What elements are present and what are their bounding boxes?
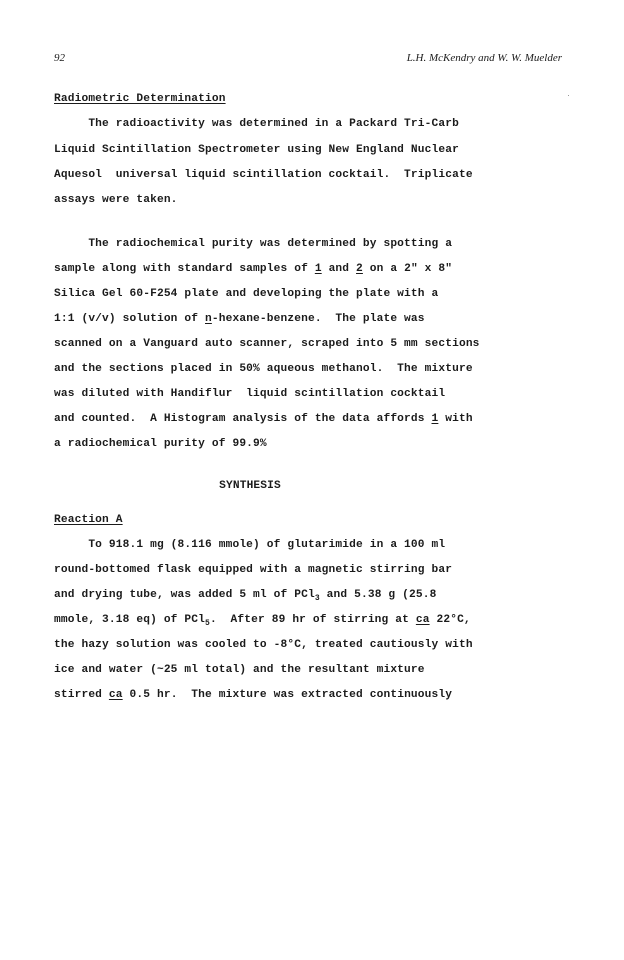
paragraph-line: mmole, 3.18 eq) of PCl$_5$. After 89 hr of stirring at ca 22°C, [54,614,471,628]
paragraph-line: The radioactivity was determined in a Packard Tri-Carb [54,118,459,130]
paragraph-line: and the sections placed in 50% aqueous methanol. The mixture [54,363,473,375]
paragraph-line: Silica Gel 60-F254 plate and developing the plate with a [54,288,439,300]
paragraph-line: a radiochemical purity of 99.9% [54,438,267,450]
paragraph-line: Liquid Scintillation Spectrometer using New England Nuclear [54,144,459,156]
section-heading-radiometric: Radiometric Determination [54,93,226,105]
paragraph-line: To 918.1 mg (8.116 mmole) of glutarimide in a 100 ml [54,539,446,551]
section-title-synthesis: SYNTHESIS [219,480,281,492]
paragraph-line: 1:1 (v/v) solution of n-hexane-benzene. The plate was [54,313,425,325]
paragraph-line: ice and water (~25 ml total) and the resultant mixture [54,664,425,676]
paragraph-line: the hazy solution was cooled to -8°C, treated cautiously with [54,639,473,651]
compound-ref-2: 2 [356,263,363,275]
paragraph-line: and drying tube, was added 5 ml of PCl$_3$ and 5.38 g (25.8 [54,589,437,603]
page-number: 92 [54,52,65,64]
paragraph-line: and counted. A Histogram analysis of the data affords 1 with [54,413,473,425]
paragraph-line: sample along with standard samples of 1 and 2 on a 2" x 8" [54,263,453,275]
running-header-authors: L.H. McKendry and W. W. Muelder [406,52,562,64]
paragraph-line: The radiochemical purity was determined by spotting a [54,238,453,250]
paragraph-line: stirred ca 0.5 hr. The mixture was extracted continuously [54,689,453,701]
paragraph-line: assays were taken. [54,194,178,206]
paragraph-line: scanned on a Vanguard auto scanner, scraped into 5 mm sections [54,338,480,350]
section-heading-reaction-a: Reaction A [54,514,123,526]
paragraph-line: Aquesol universal liquid scintillation cocktail. Triplicate [54,169,473,181]
scan-speck [568,95,569,96]
compound-ref-1: 1 [314,263,322,275]
paragraph-line: round-bottomed flask equipped with a magnetic stirring bar [54,564,453,576]
paragraph-line: was diluted with Handiflur liquid scintillation cocktail [54,388,446,400]
compound-ref-1: 1 [431,413,439,425]
